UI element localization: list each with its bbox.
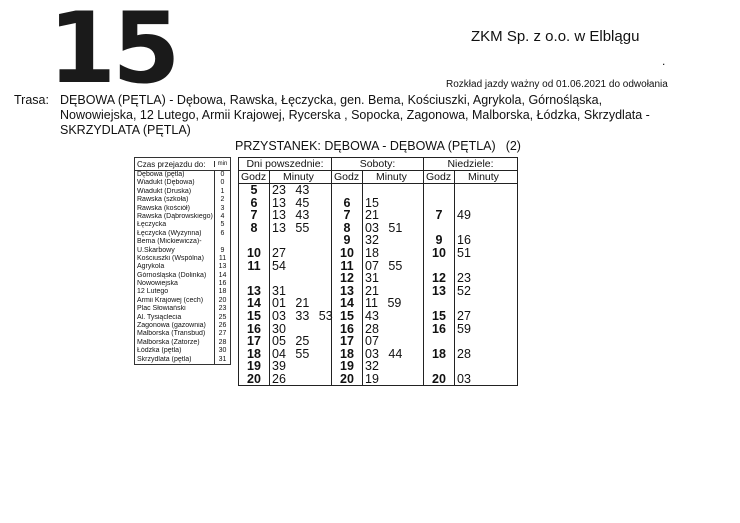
travel-stop-minute: 11 xyxy=(218,254,227,262)
departure-hour: 16 xyxy=(247,321,261,336)
travel-stop-minute: 18 xyxy=(218,288,227,296)
saturdays-departure-row xyxy=(335,247,379,259)
departure-minutes: 16 xyxy=(457,233,471,248)
weekdays-minutes-label: Minuty xyxy=(283,171,314,183)
departure-minutes: 21 xyxy=(365,283,379,298)
departure-minutes: 13 55 xyxy=(272,220,310,235)
departure-hour: 13 xyxy=(432,283,446,298)
travel-stop-minute: 1 xyxy=(220,187,225,195)
departure-minutes: 59 xyxy=(457,321,471,336)
departure-minutes: 39 xyxy=(272,359,286,374)
departure-hour: 5 xyxy=(250,183,258,197)
departure-minutes: 03 xyxy=(457,372,471,386)
travel-stop-name: Wiadukt (Druska) xyxy=(137,187,192,195)
sundays-departure-row xyxy=(427,260,457,272)
weekdays-departure-row xyxy=(242,335,309,347)
weekdays-departure-row xyxy=(242,184,309,196)
travel-stop-minute: 6 xyxy=(220,229,225,237)
departure-minutes: 23 xyxy=(457,271,471,286)
travel-stop-name: Armii Krajowej (cech) xyxy=(137,296,204,304)
departure-minutes: 28 xyxy=(457,346,471,361)
departure-hour: 7 xyxy=(435,208,443,223)
departure-minutes: 43 xyxy=(365,309,379,323)
validity-note: Rozkład jazdy ważny od 01.06.2021 do odwołania xyxy=(446,79,668,90)
weekdays-departure-row xyxy=(242,197,309,209)
travel-stop-name: Agrykola xyxy=(137,263,165,271)
departure-hour: 17 xyxy=(247,334,261,349)
departure-hour: 8 xyxy=(250,220,258,235)
weekdays-departure-row xyxy=(242,373,286,385)
departure-minutes: 27 xyxy=(272,246,286,260)
saturdays-departure-row xyxy=(335,234,379,246)
saturdays-departure-row xyxy=(335,310,379,322)
sundays-departure-row xyxy=(427,310,471,322)
travel-stop-minute: 27 xyxy=(218,330,227,338)
travel-stop-minute: 0 xyxy=(220,171,225,178)
travel-stop-name: Malborska (Transbud) xyxy=(137,330,206,338)
departure-hour: 12 xyxy=(432,271,446,286)
departure-minutes: 03 33 53 xyxy=(272,309,333,323)
travel-stop-name: Nowowiejska xyxy=(137,280,178,288)
weekdays-departure-row xyxy=(242,247,286,259)
departure-minutes: 23 43 xyxy=(272,183,310,197)
travel-stop-name: Kościuszki (Wspólna) xyxy=(137,254,204,262)
travel-stop-minute: 31 xyxy=(218,355,227,363)
departure-hour: 8 xyxy=(343,220,351,235)
sundays-departure-row xyxy=(427,222,457,234)
sundays-departure-row xyxy=(427,373,471,385)
travel-time-header xyxy=(135,158,230,171)
travel-stop-minute: 5 xyxy=(220,221,225,229)
departure-hour: 16 xyxy=(340,321,354,336)
travel-stop-name: Skrzydlata (pętla) xyxy=(137,355,192,363)
sundays-departure-row xyxy=(427,360,457,372)
departure-minutes: 28 xyxy=(365,321,379,336)
departure-hour: 17 xyxy=(340,334,354,349)
departure-minutes: 11 59 xyxy=(365,296,402,311)
weekdays-departure-row xyxy=(242,348,309,360)
departure-minutes: 03 51 xyxy=(365,220,403,235)
weekdays-hour-label: Godz xyxy=(241,171,267,183)
weekdays-departure-row xyxy=(242,360,286,372)
route-label: Trasa: xyxy=(14,93,49,107)
departure-minutes: 51 xyxy=(457,246,471,260)
sundays-departure-row xyxy=(427,297,457,309)
departure-hour: 19 xyxy=(247,359,261,374)
saturdays-departure-row xyxy=(335,348,402,360)
departure-minutes: 15 xyxy=(365,195,379,210)
travel-stop-name: Rawska (szkoła) xyxy=(137,196,189,204)
departure-hour: 20 xyxy=(340,372,354,386)
weekdays-title: Dni powszednie: xyxy=(246,158,324,170)
departures-table xyxy=(238,157,518,386)
travel-stop-minute: 26 xyxy=(218,322,227,330)
departure-minutes: 27 xyxy=(457,309,471,323)
travel-stop-minute: 25 xyxy=(218,313,227,321)
departure-minutes: 31 xyxy=(272,283,286,298)
departure-minutes: 07 55 xyxy=(365,258,403,273)
travel-stop-minute: 13 xyxy=(218,263,227,271)
saturdays-departure-row xyxy=(335,323,379,335)
stop-title xyxy=(235,139,521,153)
departure-hour: 14 xyxy=(340,296,354,311)
departure-hour: 11 xyxy=(247,258,261,273)
departure-minutes: 03 44 xyxy=(365,346,403,361)
weekdays-departure-row xyxy=(242,222,309,234)
sundays-departure-row xyxy=(427,348,471,360)
weekdays-departure-row xyxy=(242,285,286,297)
stop-number: (2) xyxy=(505,139,521,153)
company-name: ZKM Sp. z o.o. w Elblągu xyxy=(471,28,640,45)
travel-stop-name: Bema (Mickiewicza)-U.Skarbowy xyxy=(137,238,202,254)
departure-minutes: 49 xyxy=(457,208,471,223)
sundays-minutes-label: Minuty xyxy=(468,171,499,183)
departure-minutes: 18 xyxy=(365,246,379,260)
departure-hour: 20 xyxy=(247,372,261,386)
sundays-departure-row xyxy=(427,272,471,284)
weekdays-departure-row xyxy=(242,260,286,272)
departure-hour: 7 xyxy=(250,208,258,223)
departure-hour: 9 xyxy=(343,233,351,248)
travel-stop-minute: 28 xyxy=(218,338,227,346)
departure-hour: 16 xyxy=(432,321,446,336)
travel-time-header-unit: min xyxy=(214,161,230,167)
sundays-departure-row xyxy=(427,197,457,209)
departure-minutes: 21 xyxy=(365,208,379,223)
sundays-departure-row xyxy=(427,335,457,347)
sundays-departure-row xyxy=(427,184,457,196)
saturdays-departure-row xyxy=(335,184,365,196)
travel-stop-name: Rawska (Dąbrowskiego) xyxy=(137,212,213,220)
saturdays-departure-row xyxy=(335,297,401,309)
sundays-title: Niedziele: xyxy=(447,158,494,170)
travel-stop-name: Plac Słowiański xyxy=(137,305,186,313)
departure-hour: 11 xyxy=(340,258,354,273)
departure-minutes: 30 xyxy=(272,321,286,336)
departure-hour: 6 xyxy=(343,195,351,210)
travel-stop-name: Rawska (kościół) xyxy=(137,204,190,212)
departure-minutes: 32 xyxy=(365,359,379,374)
travel-stop-name: Wiadukt (Dębowa) xyxy=(137,179,195,187)
departure-minutes: 52 xyxy=(457,283,471,298)
saturdays-title: Soboty: xyxy=(359,158,396,170)
travel-stop-minute: 14 xyxy=(218,271,227,279)
sundays-hour-label: Godz xyxy=(426,171,452,183)
departure-hour: 18 xyxy=(247,346,261,361)
travel-stop-minute: 0 xyxy=(220,179,225,187)
departure-hour: 20 xyxy=(432,372,446,386)
travel-stop-name: Dębowa (pętla) xyxy=(137,171,185,178)
travel-time-table xyxy=(134,157,231,365)
saturdays-departure-row xyxy=(335,209,379,221)
saturdays-departure-row xyxy=(335,260,402,272)
departure-minutes: 04 55 xyxy=(272,346,310,361)
departure-hour: 13 xyxy=(340,283,354,298)
sundays-departure-row xyxy=(427,209,471,221)
saturdays-departure-row xyxy=(335,360,379,372)
departure-minutes: 19 xyxy=(365,372,379,386)
saturdays-departure-row xyxy=(335,272,379,284)
departure-minutes: 31 xyxy=(365,271,379,286)
departure-hour: 19 xyxy=(340,359,354,374)
travel-stop-name: Zagonowa (gazownia) xyxy=(137,322,206,330)
travel-stop-minute: 2 xyxy=(220,196,225,204)
saturdays-departure-row xyxy=(335,373,379,385)
travel-stop-minute: 30 xyxy=(218,347,227,355)
travel-stop-name: 12 Lutego xyxy=(137,288,169,296)
saturdays-departure-row xyxy=(335,222,402,234)
departure-hour: 14 xyxy=(247,296,261,311)
departure-hour: 15 xyxy=(432,309,446,323)
weekdays-departure-row xyxy=(242,234,272,246)
departure-minutes: 13 45 xyxy=(272,195,310,210)
sundays-departure-row xyxy=(427,323,471,335)
travel-stop-minute: 20 xyxy=(218,296,227,304)
departure-hour: 10 xyxy=(432,246,446,260)
departure-minutes: 05 25 xyxy=(272,334,310,349)
departure-hour: 18 xyxy=(432,346,446,361)
sundays-departure-row xyxy=(427,285,471,297)
travel-stop-minutes xyxy=(214,171,230,364)
travel-stop-name: Al. Tysiąclecia xyxy=(137,313,182,321)
travel-stop-minute: 3 xyxy=(220,204,225,212)
departure-hour: 6 xyxy=(250,195,258,210)
weekdays-departure-row xyxy=(242,323,286,335)
weekdays-departure-row xyxy=(242,209,309,221)
departure-minutes: 01 21 xyxy=(272,296,310,311)
travel-stop-minute: 16 xyxy=(218,280,227,288)
travel-stop-minute: 9 xyxy=(220,247,225,255)
travel-stop-minute: 23 xyxy=(218,305,227,313)
saturdays-minutes-label: Minuty xyxy=(376,171,407,183)
route-number: 15 xyxy=(48,0,177,106)
weekdays-departure-row xyxy=(242,272,272,284)
departure-hour: 15 xyxy=(247,309,261,323)
stop-name: PRZYSTANEK: DĘBOWA - DĘBOWA (PĘTLA) xyxy=(235,139,496,153)
weekdays-departure-row xyxy=(242,310,333,322)
departure-hour: 13 xyxy=(247,283,261,298)
departure-minutes: 26 xyxy=(272,372,286,386)
travel-stop-name: Łódzka (pętla) xyxy=(137,347,182,355)
departure-hour: 18 xyxy=(340,346,354,361)
departure-minutes: 07 xyxy=(365,334,379,349)
travel-time-header-label: Czas przejazdu do: xyxy=(137,159,206,169)
sundays-departure-row xyxy=(427,234,471,246)
travel-stop-name: Górnośląska (Dolinka) xyxy=(137,271,207,279)
travel-stop-name: Malborska (Zatorze) xyxy=(137,338,200,346)
saturdays-departure-row xyxy=(335,335,379,347)
travel-stop-names xyxy=(135,171,214,364)
departure-minutes: 54 xyxy=(272,258,286,273)
departure-minutes: 32 xyxy=(365,233,379,248)
travel-stop-name: Łęczycka (Wyżynna) xyxy=(137,229,202,237)
route-description: DĘBOWA (PĘTLA) - Dębowa, Rawska, Łęczycka, gen. Bema, Kościuszki, Agrykola, Górnośląska, Nowowiejska, 12 Lutego, Armii Krajowej, Rycerska , Sopocka, Zagonowa, Malborska, Łódzka, Skrzydlata - SKRZYDLATA (PĘTLA) xyxy=(60,93,650,137)
departure-minutes: 13 43 xyxy=(272,208,310,223)
departure-hour: 12 xyxy=(340,271,354,286)
travel-stop-minute: 4 xyxy=(220,212,225,220)
saturdays-hour-label: Godz xyxy=(334,171,360,183)
sundays-departure-row xyxy=(427,247,471,259)
weekdays-departure-row xyxy=(242,297,309,309)
departure-hour: 7 xyxy=(343,208,351,223)
travel-stop-name: Łęczycka xyxy=(137,221,167,229)
saturdays-departure-row xyxy=(335,285,379,297)
departure-hour: 10 xyxy=(247,246,261,260)
departure-hour: 10 xyxy=(340,246,354,260)
dot-mark: . xyxy=(662,54,666,68)
departure-hour: 9 xyxy=(435,233,443,248)
departure-hour: 15 xyxy=(340,309,354,323)
saturdays-departure-row xyxy=(335,197,379,209)
